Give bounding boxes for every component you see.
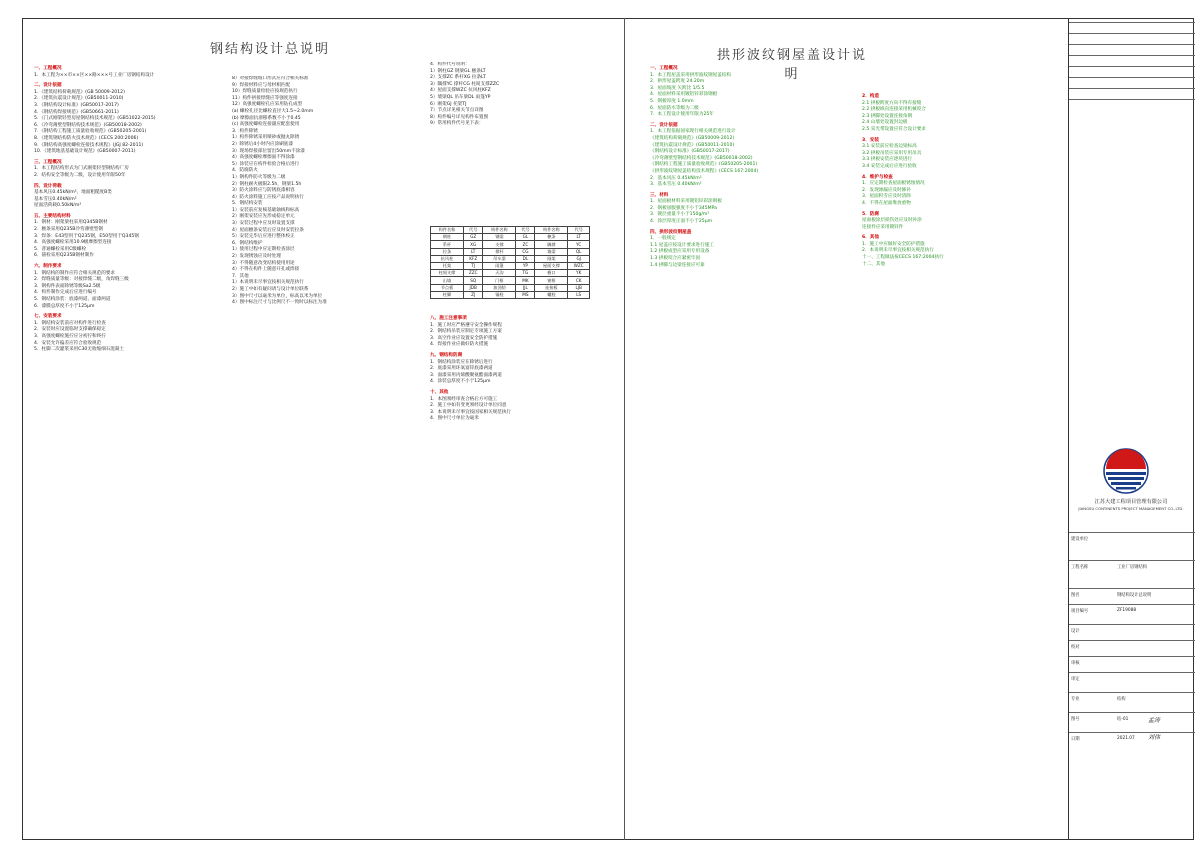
section-heading: 八、施工注意事项 bbox=[430, 316, 467, 321]
note-line: 2）除锈后4小时内应涂刷底漆 bbox=[232, 141, 293, 147]
table-row bbox=[431, 255, 590, 262]
note-line: 十二、其他 bbox=[862, 261, 885, 267]
note-line: 2.3 拱脚处设置连接角钢 bbox=[862, 113, 913, 119]
section-heading: 四、设计荷载 bbox=[34, 183, 62, 189]
arch-roof-notes-column-1 bbox=[650, 62, 860, 832]
title-block-grid-line bbox=[1069, 22, 1195, 23]
table-cell: 构件名称 bbox=[535, 227, 568, 234]
title-block-label: 日期 bbox=[1071, 737, 1080, 742]
note-line: 8）对接焊缝坡口形式应符合相关标准 bbox=[232, 76, 309, 81]
note-line: 3）防火涂料应与防锈底漆相容 bbox=[232, 188, 295, 194]
note-line: 1）钢构件防火等级为二级 bbox=[232, 174, 286, 180]
title-block-row bbox=[1069, 624, 1195, 640]
table-row bbox=[431, 284, 590, 291]
note-line: 2．钢结构吊装应制定专项施工方案 bbox=[430, 329, 502, 335]
table-cell: YK bbox=[568, 270, 590, 277]
section-heading: 一、工程概况 bbox=[650, 66, 678, 71]
note-line: 1．钢结构安装前应对构件进行检查 bbox=[34, 320, 106, 326]
table-cell: LT bbox=[568, 234, 590, 241]
title-block-value: 工业厂房钢结构 bbox=[1117, 565, 1148, 570]
note-line: 1.3 拱板咬合应紧密牢固 bbox=[650, 256, 701, 262]
note-line: 6．锚栓采用Q235B钢材制作 bbox=[34, 253, 94, 259]
note-line: 1．本工程屋盖采用拱形波纹钢屋盖结构 bbox=[650, 72, 732, 78]
title-block-row bbox=[1069, 588, 1195, 604]
note-line: 1．一般规定 bbox=[650, 236, 676, 242]
title-block-row bbox=[1069, 560, 1195, 576]
table-cell: GL bbox=[516, 234, 535, 241]
note-line: 1．施工中应做好安全防护措施 bbox=[862, 241, 925, 247]
note-line: 5．钢结构涂装：底漆两道，面漆两道 bbox=[34, 297, 111, 302]
note-line: 1）本说明未尽事宜按相关规范执行 bbox=[232, 280, 304, 286]
table-cell: LT bbox=[463, 248, 482, 255]
note-line: 1．屋面板材料采用镀铝锌彩涂钢板 bbox=[650, 199, 722, 205]
section-heading: 2．构造 bbox=[862, 94, 879, 99]
note-line: 2．安装时应设置临时支撑确保稳定 bbox=[34, 327, 106, 333]
title-block-row bbox=[1069, 712, 1195, 728]
note-line: 1.1 屋盖应按设计要求进行施工 bbox=[650, 242, 714, 248]
title-block-value: 结构 bbox=[1117, 697, 1126, 702]
table-cell: ZZC bbox=[463, 270, 482, 277]
table-cell: 钢梁 bbox=[483, 234, 516, 241]
note-line: 7．《钢结构工程施工质量验收规范》(GB50205-2001) bbox=[34, 129, 147, 135]
table-cell: CK bbox=[568, 277, 590, 284]
note-line: 1.2 拱板成型应采用专用设备 bbox=[650, 249, 710, 255]
note-line: 6．《冷弯薄壁型钢结构技术规范》(GB50018-2002) bbox=[34, 122, 142, 128]
note-line: 3.3 拱板安装应逐块进行 bbox=[862, 157, 913, 163]
note-line: 3．屋面积雪应及时清除 bbox=[862, 194, 911, 200]
title-block-label: 图名 bbox=[1071, 593, 1080, 598]
note-line: 3.4 安装完成后应进行验收 bbox=[862, 163, 917, 169]
note-line: 1.4 拱脚与边梁连接应可靠 bbox=[650, 262, 705, 268]
section-heading: 九、钢结构防腐 bbox=[430, 352, 463, 358]
table-row bbox=[431, 277, 590, 284]
page-divider bbox=[624, 18, 625, 840]
note-line: 5．柱脚二次灌浆采用C30无收缩细石混凝土 bbox=[34, 347, 125, 353]
title-block-row bbox=[1069, 656, 1195, 672]
note-line: (c) 高强度螺栓连接副应配套使用 bbox=[232, 122, 300, 128]
note-line: 1．钢结构的制作应符合相关规范的要求 bbox=[34, 270, 116, 276]
section-heading: 三、工程概况 bbox=[34, 159, 62, 165]
note-line: 3．焊条：E43型用于Q235钢，E50型用于Q345钢 bbox=[34, 233, 139, 239]
note-line: 4）图中标注尺寸与比例尺不一致时以标注为准 bbox=[232, 300, 327, 306]
note-line: 3）图中尺寸以毫米为单位，标高以米为单位 bbox=[232, 293, 323, 299]
note-line: 《钢结构设计标准》(GB50017-2017) bbox=[650, 149, 730, 155]
note-line: 2．施工中如有变更须经设计单位同意 bbox=[430, 403, 507, 409]
table-cell: 屋面支撑 bbox=[535, 262, 568, 269]
note-line: 1．本工程依据国家现行相关规范进行设计 bbox=[650, 129, 736, 135]
note-line: 9．《钢结构高强度螺栓连接技术规程》(JGJ 82-2011) bbox=[34, 142, 144, 148]
note-line: 4）高强度螺栓摩擦面不得涂漆 bbox=[232, 155, 295, 161]
table-cell: 柱间支撑 bbox=[431, 270, 464, 277]
note-line: 4．高强度螺栓采用10.9级摩擦型连接 bbox=[34, 240, 112, 246]
note-line: 3．面漆采用丙烯酸聚氨酯面漆两道 bbox=[430, 372, 502, 378]
table-cell: 门框 bbox=[483, 277, 516, 284]
table-cell: 代号 bbox=[516, 227, 535, 234]
note-line: 7）节点详见相关节点详图 bbox=[430, 108, 484, 114]
title-block-value: 结-01 bbox=[1117, 717, 1129, 722]
note-line: 4．图中尺寸单位为毫米 bbox=[430, 416, 479, 422]
table-cell: YP bbox=[516, 262, 535, 269]
section-heading: 三、材料 bbox=[650, 192, 669, 198]
note-line: 2．檩条采用Q235B冷弯薄壁型钢 bbox=[34, 227, 103, 233]
section-heading: 5．防腐 bbox=[862, 211, 879, 217]
section-heading: 七、安装要求 bbox=[34, 314, 62, 320]
section-heading: 二、设计依据 bbox=[34, 83, 62, 89]
table-cell: 刚架 bbox=[535, 255, 568, 262]
note-line: 8）构件编号详见构件布置图 bbox=[430, 114, 489, 120]
note-line: 连接件应采用镀锌件 bbox=[862, 224, 904, 230]
signature-2: 刘伟 bbox=[1148, 734, 1161, 741]
note-line: 6）刚架GJ 托架TJ bbox=[430, 101, 467, 107]
table-cell: LJB bbox=[568, 284, 590, 291]
note-line: 《拱形波纹钢屋盖结构技术规程》(CECS 167:2004) bbox=[650, 168, 759, 174]
note-line: 5．钢结构安装 bbox=[232, 201, 263, 207]
note-line: 屋面活荷载0.50kN/m² bbox=[34, 203, 82, 209]
note-line: 5）安装完毕后应进行整体校正 bbox=[232, 234, 295, 240]
note-line: 5．普通螺栓采用C级螺栓 bbox=[34, 246, 87, 252]
table-cell: XG bbox=[463, 241, 482, 248]
note-line: 1）安装前应复核基础轴线和标高 bbox=[232, 207, 300, 213]
note-line: 2．焊缝质量等级：对接焊缝二级，角焊缝三级 bbox=[34, 277, 129, 283]
note-line: 3．高强度螺栓施拧应分初拧和终拧 bbox=[34, 333, 106, 339]
title-block-label: 设计 bbox=[1071, 629, 1080, 634]
table-cell: CG bbox=[516, 248, 535, 255]
note-line: 7．其他 bbox=[232, 273, 249, 279]
note-line: 4．涂层厚度正面不小于25μm bbox=[650, 219, 713, 225]
table-cell: JDB bbox=[463, 284, 482, 291]
note-line: 3．基本雪压 0.40kN/m² bbox=[650, 182, 702, 188]
section-heading: 六、制作要求 bbox=[34, 264, 62, 270]
table-row bbox=[431, 262, 590, 269]
table-cell: 代号 bbox=[568, 227, 590, 234]
table-cell: 加劲肋 bbox=[483, 284, 516, 291]
section-heading: 一、工程概况 bbox=[34, 66, 62, 71]
table-cell: ZJ bbox=[463, 291, 482, 298]
table-row bbox=[431, 270, 590, 277]
company-logo-icon bbox=[1102, 447, 1150, 495]
note-line: 2．本说明未尽事宜按相关规范执行 bbox=[862, 248, 934, 254]
note-line: 3）隅撑YC 撑杆CG 柱间支撑ZZC bbox=[430, 81, 500, 87]
title-block-grid-line bbox=[1069, 44, 1195, 45]
note-line: 3.1 安装前应检查边梁标高 bbox=[862, 144, 917, 150]
table-cell: ZC bbox=[516, 241, 535, 248]
section-heading: 4．维护与检查 bbox=[862, 174, 893, 180]
section-heading: 十、其他 bbox=[430, 389, 449, 395]
table-cell: MS bbox=[516, 291, 535, 298]
note-line: 3）现场焊接部位留出50mm不涂漆 bbox=[232, 148, 305, 154]
title-block-row bbox=[1069, 692, 1195, 708]
title-block-value: 2021.07 bbox=[1117, 736, 1135, 741]
section-heading: 3．安装 bbox=[862, 137, 879, 143]
note-line: 10）焊缝质量检验应按规范执行 bbox=[232, 89, 298, 95]
note-line: 2．结构安全等级为二级，设计使用年限50年 bbox=[34, 172, 126, 178]
note-line: 2）支撑ZC 系杆XG 拉条LT bbox=[430, 75, 486, 81]
steel-notes-column-1 bbox=[34, 62, 210, 832]
note-line: 2．发现渗漏应及时修补 bbox=[862, 187, 911, 193]
note-line: 2．底漆采用环氧富锌底漆两道 bbox=[430, 366, 493, 372]
table-cell: 拉条 bbox=[431, 248, 464, 255]
note-line: 2．钢板屈服强度不小于345MPa bbox=[650, 205, 717, 211]
note-line: 9）常用构件代号见下表： bbox=[430, 121, 484, 127]
table-cell: 系杆 bbox=[431, 241, 464, 248]
table-cell: GZ bbox=[463, 234, 482, 241]
table-cell: JJL bbox=[516, 284, 535, 291]
table-row bbox=[431, 248, 590, 255]
note-line: 4．屋面材料采用镀铝锌彩涂钢板 bbox=[650, 92, 718, 98]
note-line: 1．本工程为××市××区××路×××号工业厂房钢结构设计 bbox=[34, 72, 155, 78]
note-line: 2.5 采光带设置应符合设计要求 bbox=[862, 126, 926, 132]
note-line: 4．不得在屋面堆放重物 bbox=[862, 200, 911, 206]
right-title: 拱形波纹钢屋盖设计说明 bbox=[716, 48, 867, 82]
table-cell: 天沟 bbox=[483, 270, 516, 277]
note-line: 8．《建筑钢结构防火技术规范》(CECS 200:2006) bbox=[34, 135, 139, 141]
table-cell: QL bbox=[568, 248, 590, 255]
table-cell: 窗框 bbox=[535, 277, 568, 284]
title-block-label: 校对 bbox=[1071, 645, 1080, 650]
note-line: 3）安装过程中应及时设置支撑 bbox=[232, 221, 295, 227]
table-cell: 山墙 bbox=[431, 277, 464, 284]
note-line: 5）涂装应在构件检验合格后进行 bbox=[232, 161, 300, 167]
title-block-row bbox=[1069, 672, 1195, 688]
note-line: 1．本图须经审查合格后方可施工 bbox=[430, 396, 498, 402]
note-line: 5）墙梁QL 吊车梁DL 雨篷YP bbox=[430, 94, 491, 100]
note-line: 1．应定期检查屋面板锈蚀情况 bbox=[862, 181, 925, 187]
note-line: 4）不得在构件上随意开孔或焊接 bbox=[232, 267, 300, 273]
note-line: 5．《门式刚架轻型房屋钢结构技术规范》(GB51022-2015) bbox=[34, 116, 156, 122]
note-line: 6．漆膜总厚度不小于125μm bbox=[34, 303, 95, 309]
table-cell: 连接板 bbox=[535, 284, 568, 291]
arch-roof-notes-column-2 bbox=[862, 90, 1062, 750]
note-line: 3）不得随意改变结构使用用途 bbox=[232, 260, 295, 266]
note-line: 4．安装允许偏差应符合验收规范 bbox=[34, 340, 102, 346]
table-cell: 吊车梁 bbox=[483, 255, 516, 262]
table-cell: 螺栓 bbox=[535, 291, 568, 298]
section-heading: 6．其他 bbox=[862, 235, 879, 241]
title-block-label: 工程名称 bbox=[1071, 565, 1089, 570]
note-line: 11）构件拼接焊缝应等强度连接 bbox=[232, 95, 298, 101]
title-block-value: ZF19088 bbox=[1117, 608, 1137, 613]
note-line: 12）高强度螺栓孔应采用钻孔成型 bbox=[232, 102, 303, 108]
note-line: 4．焊接作业应做好防火措施 bbox=[430, 342, 489, 348]
table-cell: KFZ bbox=[463, 255, 482, 262]
title-block-label: 专业 bbox=[1071, 697, 1080, 702]
note-line: 十一、工程做法按CECS 167:2004执行 bbox=[862, 255, 944, 261]
note-line: 《建筑结构荷载规范》(GB50009-2012) bbox=[650, 135, 735, 141]
note-line: 3．钢构件表面除锈等级Sa2.5级 bbox=[34, 283, 101, 289]
note-line: 1．钢结构涂装应在除锈后进行 bbox=[430, 359, 493, 365]
title-block-row bbox=[1069, 532, 1195, 548]
note-line: 2）施工中如有疑问请与设计单位联系 bbox=[232, 287, 309, 292]
table-cell: 节点板 bbox=[431, 284, 464, 291]
note-line: 7．本工程设计使用年限为25年 bbox=[650, 112, 714, 118]
table-cell: 钢柱 bbox=[431, 234, 464, 241]
note-line: 4．涂装总厚度不小于125μm bbox=[430, 379, 491, 385]
table-row bbox=[431, 291, 590, 298]
note-line: 3．构件除锈 bbox=[232, 128, 258, 134]
title-block-grid-line bbox=[1069, 88, 1195, 89]
table-cell: 锚栓 bbox=[483, 291, 516, 298]
table-cell: 墙梁 bbox=[535, 248, 568, 255]
title-block-grid-line bbox=[1069, 77, 1195, 78]
note-line: 4．《钢结构焊接规范》(GB50661-2011) bbox=[34, 109, 119, 115]
note-line: (b) 摩擦面抗滑移系数不小于0.45 bbox=[232, 115, 301, 121]
title-block-grid-line bbox=[1069, 99, 1195, 100]
section-heading: 二、设计依据 bbox=[650, 122, 678, 128]
title-block-grid-line bbox=[1069, 66, 1195, 67]
note-line: 3.2 拱板吊装应采用专用吊具 bbox=[862, 150, 922, 156]
note-line: 4．构件制作完成后应进行编号 bbox=[34, 290, 97, 296]
note-line: 1．钢材：刚架梁柱采用Q345B钢材 bbox=[34, 220, 108, 226]
note-line: 2）发现锈蚀应及时处理 bbox=[232, 254, 281, 260]
table-cell: 雨篷 bbox=[483, 262, 516, 269]
title-block-grid-line bbox=[1069, 55, 1195, 56]
company-name: 江苏大建工程项目管理有限公司 bbox=[1094, 499, 1168, 505]
table-cell: MK bbox=[516, 277, 535, 284]
table-cell: DL bbox=[516, 255, 535, 262]
note-line: 3．《钢结构设计标准》(GB50017-2017) bbox=[34, 102, 119, 108]
title-block-label: 审定 bbox=[1071, 677, 1080, 682]
note-line: 3．高空作业应设置安全防护措施 bbox=[430, 335, 498, 341]
left-title: 钢结构设计总说明 bbox=[209, 42, 330, 57]
note-line: 1）使用过程中应定期检查涂层 bbox=[232, 247, 295, 253]
table-cell: YC bbox=[568, 241, 590, 248]
note-line: 4）屋面檩条安装后应及时安装拉条 bbox=[232, 227, 304, 233]
note-line: 1）钢柱GZ 钢梁GL 檩条LT bbox=[430, 68, 486, 74]
note-line: 6．钢结构维护 bbox=[232, 240, 263, 246]
note-line: 3．镀层重量不小于150g/m² bbox=[650, 212, 710, 218]
table-row bbox=[431, 241, 590, 248]
table-cell: 撑杆 bbox=[483, 248, 516, 255]
table-cell: 代号 bbox=[463, 227, 482, 234]
note-line: 基本雪压0.40kN/m² bbox=[34, 196, 77, 202]
note-line: 2.2 拱板纵向连接采用机械咬合 bbox=[862, 107, 926, 113]
table-cell: 隅撑 bbox=[535, 241, 568, 248]
note-line: 《钢结构工程施工质量验收规范》(GB50205-2001) bbox=[650, 162, 758, 168]
note-line: 5．钢板厚度 1.0mm bbox=[650, 98, 694, 104]
note-line: 3．本说明未尽事宜按国家相关规范执行 bbox=[430, 409, 512, 415]
title-block-label: 审核 bbox=[1071, 661, 1080, 666]
table-cell: LS bbox=[568, 291, 590, 298]
title-block-row bbox=[1069, 640, 1195, 656]
title-block-row bbox=[1069, 732, 1195, 748]
section-heading: 四、拱形波纹钢屋盖 bbox=[650, 229, 692, 235]
note-line: 1．施工时应严格遵守安全操作规程 bbox=[430, 322, 502, 328]
title-block bbox=[1068, 18, 1194, 840]
company-name-en: JIANGSU CONTINENTS PROJECT MANAGEMENT CO.,LTD. bbox=[1078, 506, 1184, 511]
note-line: 2）刚架安装应先形成稳定单元 bbox=[232, 214, 295, 220]
note-line: 4．防腐防火 bbox=[232, 168, 258, 174]
note-line: 2．拱形屋盖跨度 24.20m bbox=[650, 79, 705, 85]
table-cell: 构件名称 bbox=[431, 227, 464, 234]
title-block-label: 建设单位 bbox=[1071, 537, 1089, 542]
note-line: 《建筑抗震设计规范》(GB50011-2010) bbox=[650, 142, 735, 148]
note-line: 6．屋面防水等级为二级 bbox=[650, 105, 699, 111]
table-cell: 柱脚 bbox=[431, 291, 464, 298]
note-line: (a) 螺栓孔径比螺栓直径大1.5~2.0mm bbox=[232, 108, 314, 114]
note-line: 2．基本风压 0.45kN/m² bbox=[650, 175, 702, 181]
steel-notes-column-2 bbox=[232, 76, 422, 832]
table-cell: TJ bbox=[463, 262, 482, 269]
note-line: 2.4 山墙处设置封边板 bbox=[862, 120, 908, 126]
title-block-value: 钢结构设计总说明 bbox=[1117, 593, 1152, 598]
member-code-table bbox=[430, 226, 590, 299]
table-row bbox=[431, 234, 590, 241]
title-block-label: 图号 bbox=[1071, 717, 1080, 722]
note-line: 4．构件代号说明： bbox=[430, 62, 470, 67]
note-line: 3．屋面坡度 矢跨比 1/5.5 bbox=[650, 85, 705, 91]
note-line: 1．本工程结构形式为门式刚架轻型钢结构厂房 bbox=[34, 166, 129, 172]
title-block-grid-line bbox=[1069, 33, 1195, 34]
note-line: 基本风压0.45kN/m²，地面粗糙度B类 bbox=[34, 190, 112, 196]
table-cell: 支撑 bbox=[483, 241, 516, 248]
table-cell: 檐口 bbox=[535, 270, 568, 277]
note-line: 屋面板涂层损伤处应及时补涂 bbox=[862, 218, 922, 224]
note-line: 1．《建筑结构荷载规范》(GB 50009-2012) bbox=[34, 89, 125, 95]
note-line: 1）构件除锈采用喷砂或抛丸除锈 bbox=[232, 135, 300, 141]
note-line: 2．《建筑抗震设计规范》(GB50011-2010) bbox=[34, 96, 124, 102]
note-line: 《冷弯薄壁型钢结构技术规范》(GB50018-2002) bbox=[650, 155, 753, 161]
table-cell: 檩条 bbox=[535, 234, 568, 241]
note-line: 9）焊接材料应与母材相匹配 bbox=[232, 82, 291, 88]
note-line: 10．《建筑地基基础设计规范》(GB50007-2011) bbox=[34, 149, 136, 155]
note-line: 2）钢柱耐火极限2.5h，钢梁1.5h bbox=[232, 181, 302, 187]
table-row bbox=[431, 227, 590, 234]
title-block-label: 项目编号 bbox=[1071, 609, 1089, 614]
title-block-row bbox=[1069, 604, 1195, 620]
signature-1: 孟涛 bbox=[1148, 717, 1161, 724]
note-line: 4）防火涂料施工应按产品说明执行 bbox=[232, 194, 304, 200]
table-cell: 抗风柱 bbox=[431, 255, 464, 262]
section-heading: 五、主要结构材料 bbox=[34, 213, 71, 219]
table-cell: 托架 bbox=[431, 262, 464, 269]
steel-notes-column-3b bbox=[430, 312, 620, 532]
note-line: 2.1 拱板跨度方向不得有接缝 bbox=[862, 100, 922, 106]
table-cell: 构件名称 bbox=[483, 227, 516, 234]
table-cell: SQ bbox=[463, 277, 482, 284]
table-cell: TG bbox=[516, 270, 535, 277]
note-line: 4）屋面支撑WZC 抗风柱KFZ bbox=[430, 88, 491, 94]
table-cell: WZC bbox=[568, 262, 590, 269]
table-cell: GJ bbox=[568, 255, 590, 262]
